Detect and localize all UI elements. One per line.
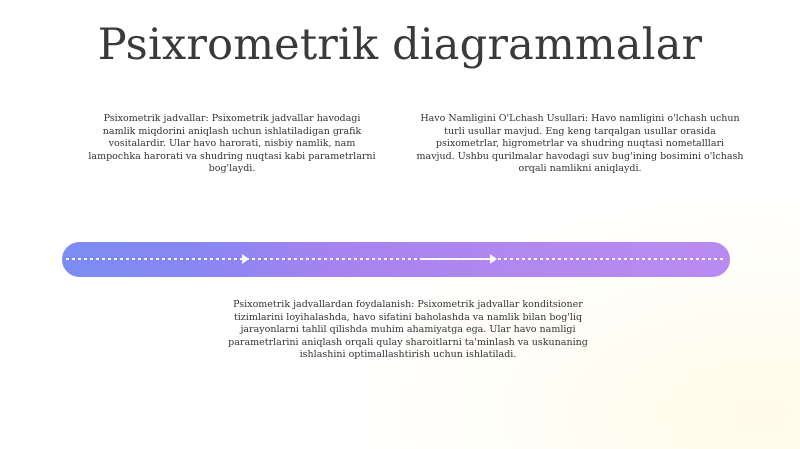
timeline-arrow-icon [490,254,497,264]
text-block-humidity-measurement: Havo Namligini O'Lchash Usullari: Havo namligini o'lchash uchun turli usullar mavjud. Eng keng tarqalgan usullar orasida psixometrlar, higrometrlar va shudring nuqtasi nometalllari mavjud. Ushbu qurilmalar havodagi suv bug'ining bosimini o'lchash orqali namlikni aniqlaydi. [416,113,744,174]
text-block-psychrometric-charts: Psixometrik jadvallar: Psixometrik jadvallar havodagi namlik miqdorini aniqlash uchun ishlatiladigan grafik vositalardir. Ular havo harorati, nisbiy namlik, nam lampochka harorati va shudring nuqtasi kabi parametrlarni bog'laydi. [88,113,376,174]
timeline-arrow-icon [242,254,249,264]
slide-title: Psixrometrik diagrammalar [97,20,703,70]
timeline-bar [62,242,730,277]
text-block-chart-usage: Psixometrik jadvallardan foydalanish: Psixometrik jadvallar konditsioner tizimlarini loyihalashda, havo sifatini baholashda va namlik bilan bog'liq jarayonlarni tahlil qilishda muhim ahamiyatga ega. Ular havo namligi parametrlarini aniqlash orqali qulay sharoitlarni ta'minlash va uskunaning ishlashini optimallashtirish uchun ishlatiladi. [228,299,588,360]
timeline-dashed-line [66,258,726,260]
timeline-solid-segment [422,258,492,260]
